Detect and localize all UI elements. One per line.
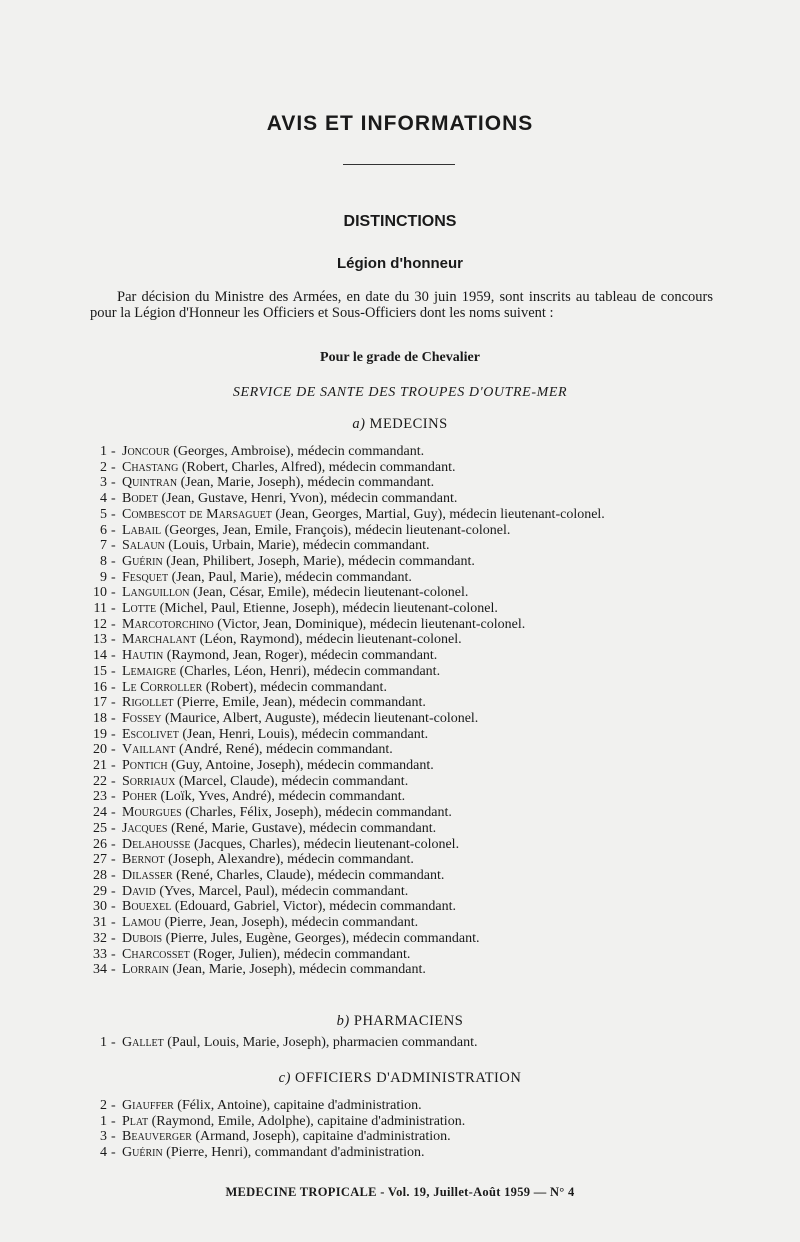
list-item <box>78 554 718 570</box>
entry-surname: Dilasser <box>122 867 173 883</box>
entry-dash: - <box>111 553 116 569</box>
section-b-heading <box>0 1013 800 1030</box>
entry-details: (Paul, Louis, Marie, Joseph), pharmacien commandant. <box>163 1035 478 1050</box>
entry-details: (René, Charles, Claude), médecin commandant. <box>172 867 445 883</box>
list-item <box>78 570 718 586</box>
entry-details: (Joseph, Alexandre), médecin commandant. <box>164 852 414 868</box>
entry-surname: Lotte <box>122 601 157 617</box>
entry-details: (Edouard, Gabriel, Victor), médecin commandant. <box>171 899 456 915</box>
entry-dash: - <box>111 695 116 711</box>
entry-surname: Guérin <box>122 1145 163 1161</box>
entry-number: 18 <box>93 710 107 726</box>
entry-surname: Plat <box>122 1113 149 1129</box>
section-b-letter: b) <box>336 1013 350 1029</box>
entry-details: (Jean, Philibert, Joseph, Marie), médecin commandant. <box>162 553 475 569</box>
entry-details: (Armand, Joseph), capitaine d'administration. <box>191 1129 451 1145</box>
entry-details: (Jacques, Charles), médecin lieutenant-colonel. <box>190 836 460 852</box>
list-item <box>78 507 718 523</box>
entry-dash: - <box>111 506 116 522</box>
list-item <box>78 837 718 853</box>
entry-details: (Pierre, Emile, Jean), médecin commandant. <box>173 695 426 711</box>
entry-dash: - <box>111 1145 116 1161</box>
list-item <box>78 884 718 900</box>
entry-number: 28 <box>93 867 107 883</box>
entry-dash: - <box>111 648 116 664</box>
title-divider <box>343 164 455 165</box>
list-item <box>78 1114 718 1130</box>
journal-footer: MEDECINE TROPICALE - Vol. 19, Juillet-Août 1959 — N° 4 <box>225 1185 575 1199</box>
entry-details: (Louis, Urbain, Marie), médecin commandant. <box>164 538 430 554</box>
entry-dash: - <box>111 632 116 648</box>
service-heading: SERVICE DE SANTE DES TROUPES D'OUTRE-MER <box>232 385 568 400</box>
entry-number: 15 <box>93 663 107 679</box>
subsection-heading: Légion d'honneur <box>336 255 464 272</box>
entry-details: (Jean, Georges, Martial, Guy), médecin lieutenant-colonel. <box>271 506 605 522</box>
list-item <box>78 962 718 978</box>
entry-surname: Dubois <box>122 930 163 946</box>
entry-surname: David <box>122 883 156 899</box>
entry-surname: Bodet <box>122 491 158 507</box>
list-item <box>78 931 718 947</box>
entry-dash: - <box>111 491 116 507</box>
list-item <box>78 695 718 711</box>
list-item <box>78 711 718 727</box>
entry-surname: Rigollet <box>122 695 174 711</box>
list-item <box>78 821 718 837</box>
list-item <box>78 601 718 617</box>
pharmaciens-list <box>78 1035 718 1051</box>
entry-number: 4 <box>100 1145 107 1161</box>
entry-number: 27 <box>93 852 107 868</box>
entry-dash: - <box>111 585 116 601</box>
grade-heading: Pour le grade de Chevalier <box>320 350 480 365</box>
entry-surname: Gallet <box>122 1035 164 1050</box>
entry-surname: Quintran <box>122 475 178 491</box>
entry-number: 32 <box>93 930 107 946</box>
entry-details: (Yves, Marcel, Paul), médecin commandant. <box>155 883 409 899</box>
list-item <box>78 632 718 648</box>
entry-number: 21 <box>93 758 107 774</box>
entry-details: (Jean, Marie, Joseph), médecin commandant. <box>177 475 435 491</box>
entry-dash: - <box>111 820 116 836</box>
list-item <box>78 680 718 696</box>
entry-details: (Georges, Jean, Emile, François), médecin lieutenant-colonel. <box>161 522 511 538</box>
entry-number: 19 <box>93 726 107 742</box>
entry-number: 31 <box>93 915 107 931</box>
entry-number: 7 <box>100 538 107 554</box>
entry-surname: Labail <box>122 522 162 538</box>
entry-number: 26 <box>93 836 107 852</box>
entry-surname: Guérin <box>122 553 163 569</box>
list-item <box>78 868 718 884</box>
entry-details: (Pierre, Henri), commandant d'administration. <box>162 1145 425 1161</box>
entry-details: (Pierre, Jean, Joseph), médecin commandant. <box>161 915 419 931</box>
entry-details: (Jean, Paul, Marie), médecin commandant. <box>168 569 412 585</box>
entry-details: (Léon, Raymond), médecin lieutenant-colonel. <box>196 632 462 648</box>
entry-dash: - <box>111 1129 116 1145</box>
entry-surname: Salaun <box>122 538 165 554</box>
entry-number: 3 <box>100 475 107 491</box>
section-a-heading <box>0 416 800 433</box>
entry-number: 6 <box>100 522 107 538</box>
entry-details: (Charles, Félix, Joseph), médecin commandant. <box>181 805 452 821</box>
entry-details: (Jean, Henri, Louis), médecin commandant. <box>178 726 429 742</box>
list-item <box>78 947 718 963</box>
list-item <box>78 523 718 539</box>
entry-number: 2 <box>100 1098 107 1113</box>
list-item <box>78 774 718 790</box>
entry-number: 4 <box>100 491 107 507</box>
entry-dash: - <box>111 1113 116 1129</box>
entry-surname: Jacques <box>122 820 168 836</box>
list-item <box>78 1129 718 1145</box>
entry-details: (Guy, Antoine, Joseph), médecin commandant. <box>167 758 434 774</box>
entry-number: 25 <box>93 820 107 836</box>
entry-dash: - <box>111 899 116 915</box>
entry-surname: Marchalant <box>122 632 197 648</box>
list-item <box>78 475 718 491</box>
entry-surname: Sorriaux <box>122 773 176 789</box>
entry-details: (Maurice, Albert, Auguste), médecin lieutenant-colonel. <box>161 710 479 726</box>
entry-surname: Charcosset <box>122 946 190 962</box>
entry-surname: Vaillant <box>122 742 176 758</box>
entry-dash: - <box>111 758 116 774</box>
entry-dash: - <box>111 852 116 868</box>
entry-surname: Bouexel <box>122 899 172 915</box>
entry-number: 2 <box>100 459 107 475</box>
entry-surname: Pontich <box>122 758 168 774</box>
entry-dash: - <box>111 444 116 459</box>
list-item <box>78 852 718 868</box>
entry-surname: Giauffer <box>122 1098 174 1113</box>
section-c-letter: c) <box>278 1070 291 1086</box>
entry-dash: - <box>111 679 116 695</box>
list-item <box>78 648 718 664</box>
entry-dash: - <box>111 946 116 962</box>
entry-number: 33 <box>93 946 107 962</box>
entry-surname: Mourgues <box>122 805 182 821</box>
entry-surname: Hautin <box>122 648 164 664</box>
section-c-label: OFFICIERS D'ADMINISTRATION <box>295 1070 522 1086</box>
entry-number: 8 <box>100 553 107 569</box>
entry-surname: Delahousse <box>122 836 191 852</box>
entry-surname: Beauverger <box>122 1129 192 1145</box>
entry-surname: Chastang <box>122 459 179 475</box>
entry-number: 30 <box>93 899 107 915</box>
entry-details: (André, René), médecin commandant. <box>175 742 393 758</box>
entry-dash: - <box>111 836 116 852</box>
entry-details: (Jean, Gustave, Henri, Yvon), médecin commandant. <box>158 491 458 507</box>
list-item <box>78 899 718 915</box>
list-item <box>78 664 718 680</box>
entry-details: (Raymond, Emile, Adolphe), capitaine d'administration. <box>148 1113 466 1129</box>
administration-list <box>78 1098 718 1161</box>
entry-surname: Lamou <box>122 915 162 931</box>
entry-details: (René, Marie, Gustave), médecin commandant. <box>167 820 437 836</box>
list-item <box>78 585 718 601</box>
entry-number: 9 <box>100 569 107 585</box>
entry-details: (Charles, Léon, Henri), médecin commandant. <box>176 663 441 679</box>
entry-dash: - <box>111 475 116 491</box>
entry-number: 22 <box>93 773 107 789</box>
entry-surname: Bernot <box>122 852 165 868</box>
entry-details: (Roger, Julien), médecin commandant. <box>189 946 411 962</box>
entry-surname: Joncour <box>122 444 170 459</box>
entry-details: (Félix, Antoine), capitaine d'administration. <box>173 1098 422 1113</box>
entry-dash: - <box>111 930 116 946</box>
list-item <box>78 460 718 476</box>
entry-dash: - <box>111 1098 116 1113</box>
entry-number: 14 <box>93 648 107 664</box>
list-item <box>78 758 718 774</box>
section-heading: DISTINCTIONS <box>343 213 457 230</box>
entry-dash: - <box>111 789 116 805</box>
entry-details: (Loïk, Yves, André), médecin commandant. <box>157 789 406 805</box>
entry-dash: - <box>111 805 116 821</box>
entry-surname: Languillon <box>122 585 190 601</box>
entry-details: (Jean, César, Emile), médecin lieutenant-colonel. <box>189 585 469 601</box>
list-item <box>78 742 718 758</box>
entry-dash: - <box>111 459 116 475</box>
entry-number: 13 <box>93 632 107 648</box>
entry-dash: - <box>111 569 116 585</box>
entry-number: 11 <box>93 601 107 617</box>
list-item <box>78 1098 718 1114</box>
entry-details: (Victor, Jean, Dominique), médecin lieutenant-colonel. <box>213 616 526 632</box>
entry-number: 1 <box>100 444 107 459</box>
entry-number: 12 <box>93 616 107 632</box>
entry-number: 1 <box>100 1113 107 1129</box>
entry-dash: - <box>111 601 116 617</box>
entry-dash: - <box>111 773 116 789</box>
page-title: AVIS ET INFORMATIONS <box>266 112 534 135</box>
list-item <box>78 538 718 554</box>
entry-surname: Lemaigre <box>122 663 177 679</box>
entry-number: 20 <box>93 742 107 758</box>
intro-paragraph: Par décision du Ministre des Armées, en date du 30 juin 1959, sont inscrits au tableau de concours pour la Légion d'Honneur les Officiers et Sous-Officiers dont les noms suivent : <box>90 289 713 321</box>
entry-details: (Robert, Charles, Alfred), médecin commandant. <box>178 459 456 475</box>
entry-dash: - <box>111 663 116 679</box>
section-c-heading <box>0 1070 800 1087</box>
entry-surname: Combescot de Marsaguet <box>122 506 272 522</box>
entry-dash: - <box>111 915 116 931</box>
list-item <box>78 444 718 460</box>
list-item <box>78 789 718 805</box>
medecins-list <box>78 444 718 978</box>
list-item <box>78 1145 718 1161</box>
list-item <box>78 1035 718 1051</box>
entry-dash: - <box>111 522 116 538</box>
entry-surname: Marcotorchino <box>122 616 214 632</box>
entry-details: (Pierre, Jules, Eugène, Georges), médecin commandant. <box>162 930 480 946</box>
entry-surname: Poher <box>122 789 158 805</box>
entry-dash: - <box>111 883 116 899</box>
entry-dash: - <box>111 962 116 978</box>
entry-surname: Fossey <box>122 710 162 726</box>
entry-dash: - <box>111 742 116 758</box>
list-item <box>78 805 718 821</box>
entry-dash: - <box>111 710 116 726</box>
section-a-letter: a) <box>352 416 366 432</box>
entry-number: 29 <box>93 883 107 899</box>
entry-details: (Raymond, Jean, Roger), médecin commandant. <box>163 648 438 664</box>
entry-number: 5 <box>100 506 107 522</box>
list-item <box>78 617 718 633</box>
entry-dash: - <box>111 538 116 554</box>
section-b-label: PHARMACIENS <box>353 1013 464 1029</box>
list-item <box>78 915 718 931</box>
entry-number: 17 <box>93 695 107 711</box>
entry-surname: Le Corroller <box>122 679 203 695</box>
entry-dash: - <box>111 616 116 632</box>
entry-details: (Marcel, Claude), médecin commandant. <box>175 773 409 789</box>
entry-dash: - <box>111 1035 116 1050</box>
entry-details: (Robert), médecin commandant. <box>202 679 387 695</box>
entry-number: 3 <box>100 1129 107 1145</box>
section-a-label: MEDECINS <box>369 416 448 432</box>
entry-number: 34 <box>93 962 107 978</box>
entry-number: 24 <box>93 805 107 821</box>
entry-details: (Jean, Marie, Joseph), médecin commandant. <box>168 962 426 978</box>
entry-number: 23 <box>93 789 107 805</box>
list-item <box>78 491 718 507</box>
entry-surname: Escolivet <box>122 726 179 742</box>
entry-details: (Michel, Paul, Etienne, Joseph), médecin lieutenant-colonel. <box>156 601 498 617</box>
entry-details: (Georges, Ambroise), médecin commandant. <box>169 444 425 459</box>
entry-surname: Lorrain <box>122 962 169 978</box>
list-item <box>78 727 718 743</box>
entry-surname: Fesquet <box>122 569 169 585</box>
entry-number: 10 <box>93 585 107 601</box>
entry-number: 16 <box>93 679 107 695</box>
entry-dash: - <box>111 726 116 742</box>
entry-dash: - <box>111 867 116 883</box>
entry-number: 1 <box>100 1035 107 1050</box>
